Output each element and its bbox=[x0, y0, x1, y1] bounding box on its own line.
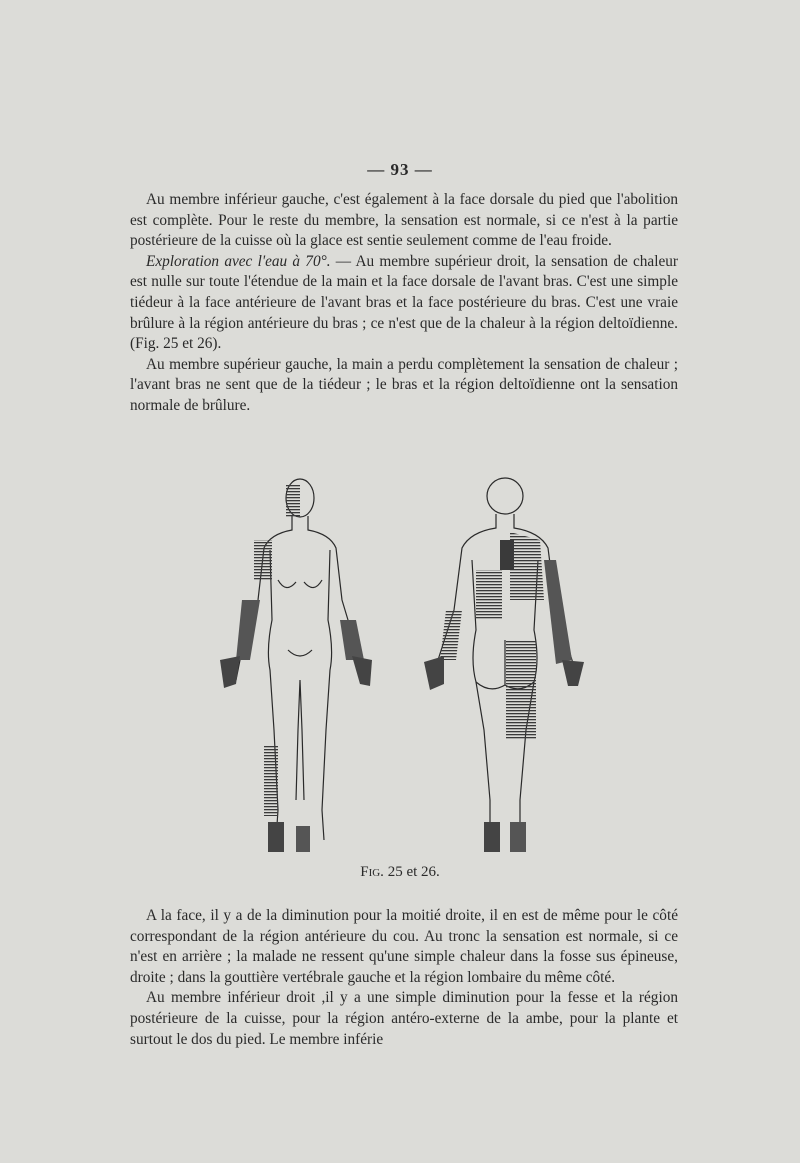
paragraph: Au membre supérieur gauche, la main a perdu complètement la sensation de chaleur ; l'avant bras ne sent que de la tiédeur ; le bras et la région deltoïdienne ont la sensation normale de brûlure. bbox=[130, 355, 678, 414]
top-text-block bbox=[130, 190, 678, 417]
page-number: — 93 — bbox=[367, 160, 433, 179]
paragraph: Exploration avec l'eau à 70°. — Au membre supérieur droit, la sensation de chaleur est nulle sur toute l'étendue de la main et la face dorsale de l'avant bras. C'est une simple tiédeur à la face antérieure de l'avant bras et la face postérieure du bras. C'est une vraie brûlure à la région antérieure du bras ; ce n'est que de la chaleur à la région deltoïdienne. (Fig. 25 et 26). bbox=[130, 252, 678, 353]
paragraph: Au membre inférieur droit ,il y a une simple diminution pour la fesse et la région postérieure de la cuisse, pour la région antéro-externe de la ambe, pour la plante et surtout le dos du pied. Le membre inférie bbox=[130, 989, 678, 1048]
paragraph-lead: Exploration avec l'eau à 70°. bbox=[146, 252, 331, 270]
front-body-figure bbox=[236, 479, 364, 840]
figure-caption: Fig. 25 et 26. bbox=[360, 864, 440, 880]
body-sensation-figure bbox=[200, 470, 600, 860]
paragraph: Au membre inférieur gauche, c'est également à la face dorsale du pied que l'abolition est complète. Pour le reste du membre, la sensation est normale, si ce n'est à la partie postérieure de la cuisse où la glace est sentie seulement comme de l'eau froide. bbox=[130, 191, 678, 250]
back-shaded-regions bbox=[424, 532, 584, 852]
paragraph: A la face, il y a de la diminution pour la moitié droite, il en est de même pour le côté correspondant de la région antérieure du cou. Au tronc la sensation est normale, si ce n'est en arrière ; la malade ne ressent qu'une simple chaleur dans la fosse sus épineuse, droite ; dans la gouttière vertébrale gauche et la région lombaire du même côté. bbox=[130, 907, 678, 986]
bottom-text-block bbox=[130, 906, 678, 1050]
